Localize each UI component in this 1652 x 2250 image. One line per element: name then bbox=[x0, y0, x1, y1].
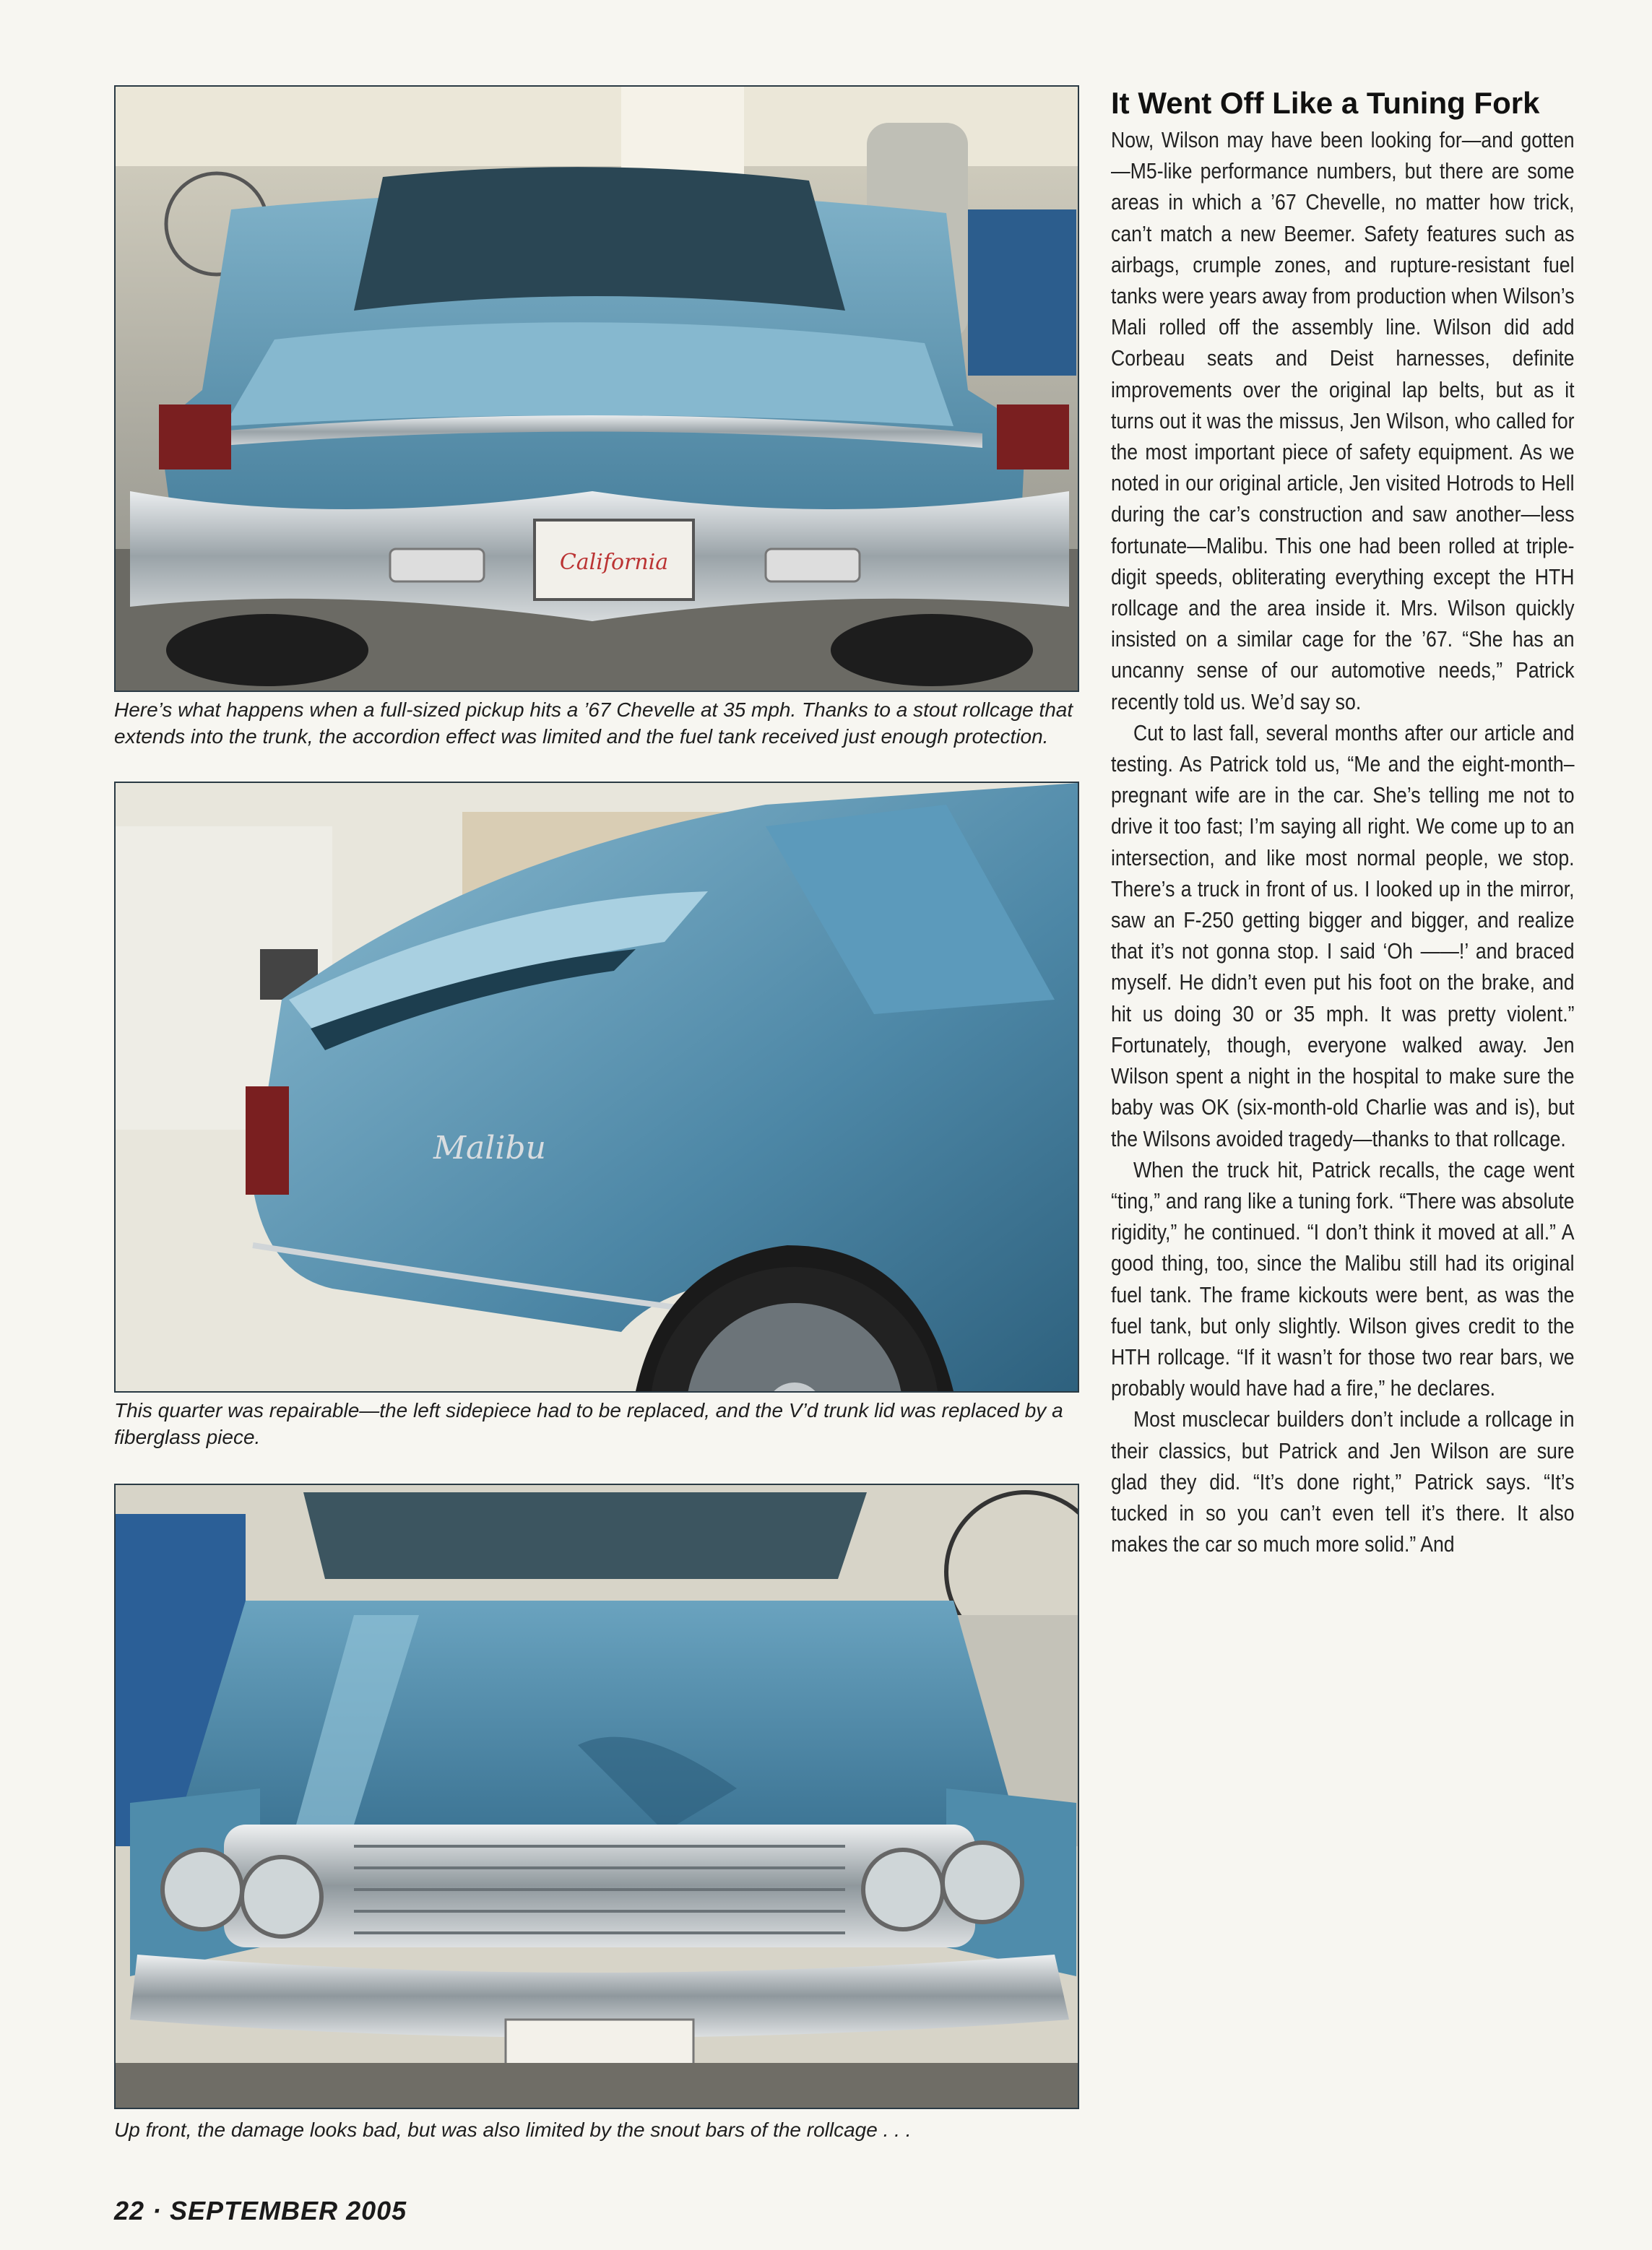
caption-front-damage: Up front, the damage looks bad, but was also limited by the snout bars of the rollcage . . . bbox=[114, 2119, 912, 2141]
article-column bbox=[1111, 87, 1575, 1559]
photo-rear-damage bbox=[114, 85, 1079, 692]
caption-rear-damage: Here’s what happens when a full-sized pickup hits a ’67 Chevelle at 35 mph. Thanks to a stout rollcage that extends into the trunk, the accordion effect was limited and the fuel tank received just enough protection. bbox=[114, 698, 1073, 748]
license-plate-text: California bbox=[559, 550, 669, 575]
photo-front-damage bbox=[114, 1484, 1079, 2109]
page-folio: 22 · SEPTEMBER 2005 bbox=[114, 2196, 407, 2225]
malibu-badge-text: Malibu bbox=[433, 1130, 546, 1167]
article-paragraph: When the truck hit, Patrick recalls, the cage went “ting,” and rang like a tuning fork. “There was absolute rigidity,” he continued. “I don’t think it moved at all.” A good thing, too, since the Malibu still had its original fuel tank. The frame kickouts were bent, as was the fuel tank, but only slightly. Wilson gives credit to the HTH rollcage. “If it wasn’t for those two rear bars, we probably would have had a fire,” he declares. bbox=[1111, 1156, 1575, 1401]
article-paragraph: Most musclecar builders don’t include a rollcage in their classics, but Patrick and Jen Wilson are sure glad they did. “It’s done right,” Patrick says. “It’s tucked in so you can’t even tell it’s there. It also makes the car so much more solid.” And bbox=[1111, 1406, 1575, 1557]
rear-damage-illustration bbox=[116, 87, 1078, 691]
article-paragraph: Now, Wilson may have been looking for—and gotten—M5-like performance numbers, but there are some areas in which a ’67 Chevelle, no matter how trick, can’t match a new Beemer. Safety features such as airbags, crumple zones, and rupture-resistant fuel tanks were years away from production when Wilson’s Mali rolled off the assembly line. Wilson did add Corbeau seats and Deist harnesses, definite improvements over the original lap belts, but as it turns out it was the missus, Jen Wilson, who called for the most important piece of safety equipment. As we noted in our original article, Jen visited Hotrods to Hell during the car’s construction and saw another—less fortunate—Malibu. This one had been rolled at triple-digit speeds, obliterating everything except the HTH rollcage and the area inside it. Mrs. Wilson quickly insisted on a similar cage for the ’67. “She has an uncanny sense of our automotive needs,” Patrick recently told us. We’d say so. bbox=[1111, 127, 1575, 714]
quarter-panel-illustration bbox=[116, 783, 1078, 1391]
photo-quarter-panel bbox=[114, 782, 1079, 1393]
article-body bbox=[1111, 124, 1575, 1559]
article-paragraph: Cut to last fall, several months after our article and testing. As Patrick told us, “Me and the eight-month–pregnant wife are in the car. She’s telling me not to drive it too fast; I’m saying all right. We come up to an intersection, and like most normal people, we stop. There’s a truck in front of us. I looked up in the mirror, saw an F-250 getting bigger and bigger, and realize that it’s not gonna stop. I said ‘Oh ——!’ and braced myself. He didn’t even put his foot on the brake, and hit us doing 30 or 35 mph. It was pretty violent.” Fortunately, though, everyone walked away. Jen Wilson spent a night in the hospital to make sure the baby was OK (six-month-old Charlie was and is), but the Wilsons avoided tragedy—thanks to that rollcage. bbox=[1111, 719, 1575, 1151]
caption-quarter-panel: This quarter was repairable—the left sidepiece had to be replaced, and the V’d trunk lid was replaced by a fiberglass piece. bbox=[114, 1399, 1063, 1448]
article-headline: It Went Off Like a Tuning Fork bbox=[1111, 86, 1540, 120]
front-damage-illustration bbox=[116, 1485, 1078, 2108]
